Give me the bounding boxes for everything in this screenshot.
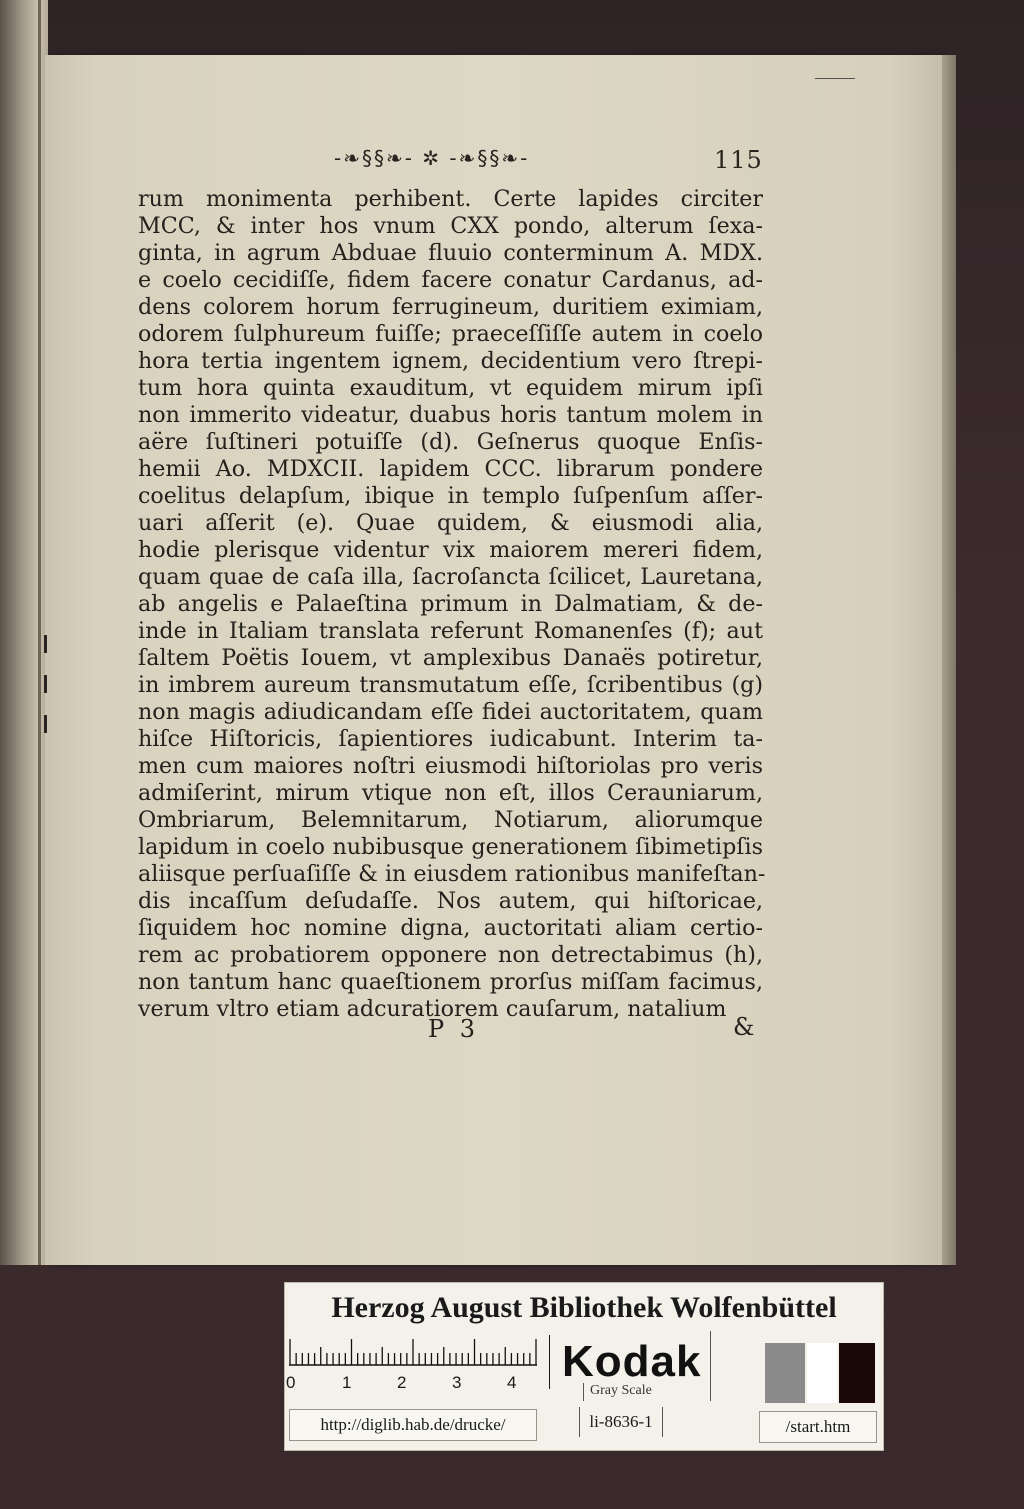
gray-scale-label: Gray Scale bbox=[583, 1383, 680, 1401]
gray-patch-black bbox=[839, 1343, 875, 1403]
text-line: lapidum in coelo nubibusque generationem ſibimetipſis bbox=[138, 834, 763, 860]
text-line: coelitus delapſum, ibique in templo ſuſpenſum aſſer- bbox=[138, 483, 763, 509]
text-line: hora tertia ingentem ignem, decidentium vero ſtrepi- bbox=[138, 348, 763, 374]
text-line: Ombriarum, Belemnitarum, Notiarum, aliorumque bbox=[138, 807, 763, 833]
page-right-edge bbox=[942, 55, 956, 1265]
text-line: tum hora quinta exauditum, vt equidem mirum ipſi bbox=[138, 375, 763, 401]
text-line: admiſerint, mirum vtique non eſt, illos Cerauniarum, bbox=[138, 780, 763, 806]
ruler-label: 4 bbox=[507, 1373, 517, 1392]
text-line: hemii Ao. MDXCII. lapidem CCC. librarum pondere bbox=[138, 456, 763, 482]
text-line: uari aſſerit (e). Quae quidem, & eiusmodi alia, bbox=[138, 510, 763, 536]
text-line: odorem ſulphureum fuiſſe; praeceſſiſſe autem in coelo bbox=[138, 321, 763, 347]
text-line: e coelo cecidiſſe, fidem facere conatur Cardanus, ad- bbox=[138, 267, 763, 293]
text-line: dis incaſſum deſudaſſe. Nos autem, qui hiſtoricae, bbox=[138, 888, 763, 914]
text-line: ſiquidem hoc nomine digna, auctoritati aliam certio- bbox=[138, 915, 763, 941]
library-name: Herzog August Bibliothek Wolfenbüttel bbox=[331, 1291, 837, 1324]
gray-scale-patches bbox=[710, 1331, 881, 1401]
text-line: hiſce Hiſtoricis, ſapientiores iudicabunt. Interim ta- bbox=[138, 726, 763, 752]
text-line: verum vltro etiam adcuratiorem cauſarum, natalium bbox=[138, 996, 727, 1022]
page-number: 115 bbox=[714, 146, 763, 174]
facing-page-edge bbox=[0, 0, 48, 1265]
gray-patch-mid bbox=[765, 1343, 805, 1403]
catchword: & bbox=[733, 1013, 755, 1041]
margin-marks bbox=[44, 635, 48, 745]
gray-patch-white bbox=[807, 1343, 837, 1403]
kodak-logo: Kodak bbox=[562, 1337, 702, 1386]
pencil-mark bbox=[815, 78, 855, 79]
shelfmark-label: li-8636-1 bbox=[579, 1407, 663, 1437]
page-body-text bbox=[138, 186, 766, 1023]
text-line: non magis adiudicandam eſſe fidei auctoritatem, quam bbox=[138, 699, 763, 725]
ruler-scale bbox=[288, 1335, 538, 1367]
signature-mark: P 3 bbox=[428, 1015, 480, 1043]
text-line: men cum maiores noſtri eiusmodi hiſtoriolas pro veris bbox=[138, 753, 763, 779]
text-line: non tantum hanc quaeſtionem prorſus miſſam facimus, bbox=[138, 969, 763, 995]
text-line: rum monimenta perhibent. Certe lapides circiter bbox=[138, 186, 763, 212]
page-edge-stripe bbox=[38, 0, 41, 1265]
text-line: inde in Italiam translata referunt Romanenſes (f); aut bbox=[138, 618, 763, 644]
text-line: in imbrem aureum transmutatum eſſe, ſcribentibus (g) bbox=[138, 672, 763, 698]
start-link-label: /start.htm bbox=[759, 1411, 877, 1443]
library-target-card bbox=[284, 1282, 884, 1451]
ruler-label: 1 bbox=[342, 1373, 352, 1392]
text-line: ab angelis e Palaeſtina primum in Dalmatiam, & de- bbox=[138, 591, 763, 617]
text-line: dens colorem horum ferrugineum, duritiem eximiam, bbox=[138, 294, 763, 320]
text-line: MCC, & inter hos vnum CXX pondo, alterum ſexa- bbox=[138, 213, 763, 239]
header-ornament: -❧§§❧- ✲ -❧§§❧- bbox=[334, 146, 530, 170]
kodak-brand-box bbox=[549, 1335, 708, 1389]
text-line: non immerito videatur, duabus horis tantum molem in bbox=[138, 402, 763, 428]
text-line: quam quae de caſa illa, ſacroſancta ſcilicet, Lauretana, bbox=[138, 564, 763, 590]
text-line: hodie plerisque videntur vix maiorem mereri fidem, bbox=[138, 537, 763, 563]
ruler-label: 2 bbox=[397, 1373, 407, 1392]
ruler-labels bbox=[285, 1373, 545, 1397]
ruler-label: 3 bbox=[452, 1373, 462, 1392]
ruler-label: 0 bbox=[286, 1373, 296, 1392]
text-line: ſaltem Poëtis Iouem, vt amplexibus Danaës potiretur, bbox=[138, 645, 763, 671]
text-line: aliisque perſuaſiſſe & in eiusdem rationibus manifeſtan- bbox=[138, 861, 766, 887]
text-line: aëre ſuſtineri potuiſſe (d). Geſnerus quoque Enſis- bbox=[138, 429, 763, 455]
text-line: ginta, in agrum Abduae fluuio conterminum A. MDX. bbox=[138, 240, 763, 266]
text-line: rem ac probatiorem opponere non detrectabimus (h), bbox=[138, 942, 763, 968]
url-label: http://diglib.hab.de/drucke/ bbox=[289, 1409, 537, 1441]
